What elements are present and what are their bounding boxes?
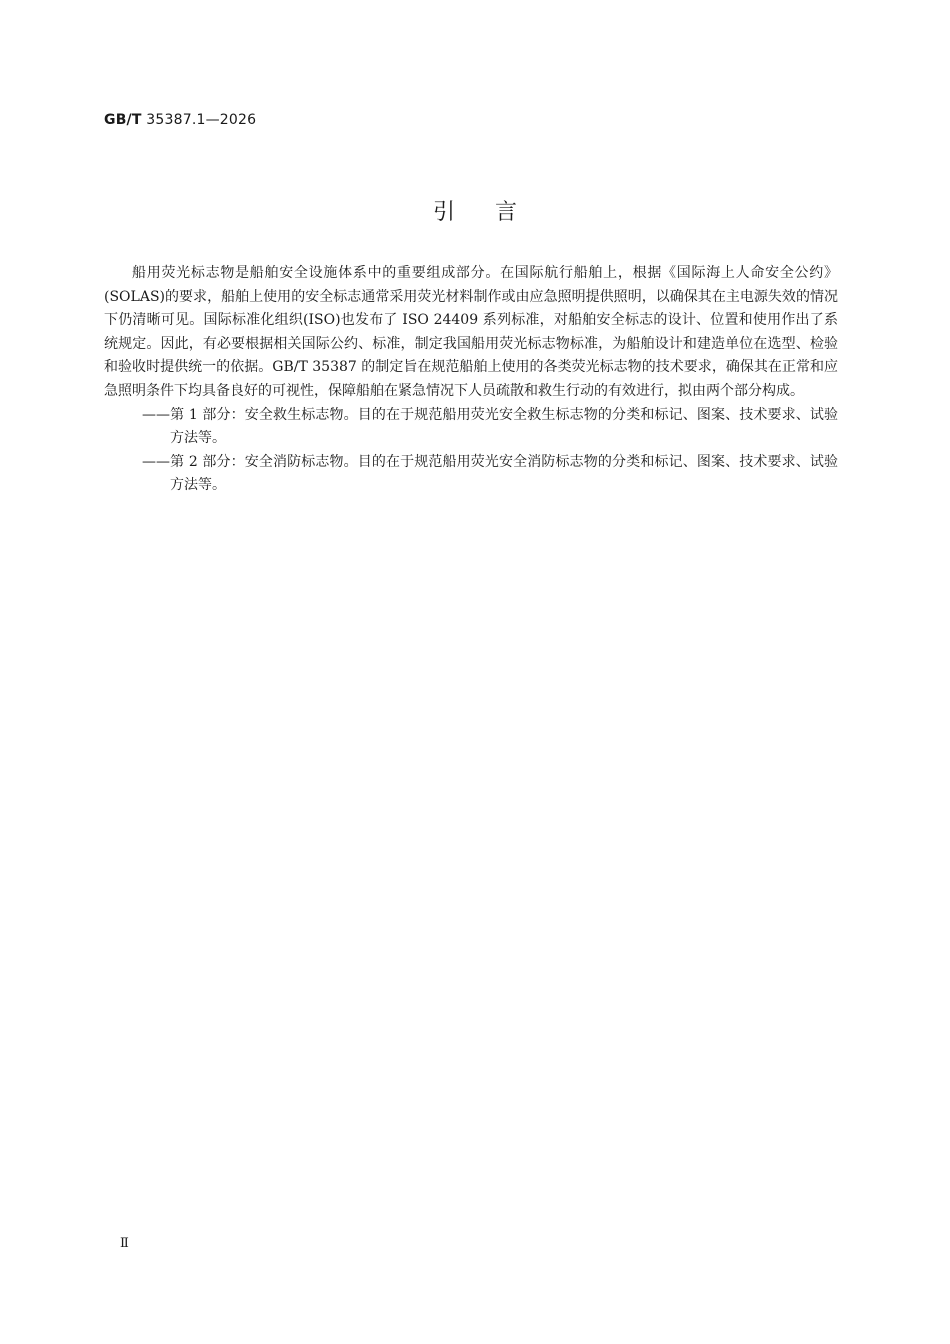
part-2-item — [104, 451, 838, 498]
list-dash: —— — [142, 406, 170, 423]
part-1-item — [104, 404, 838, 451]
standard-code — [104, 112, 256, 128]
list-dash: —— — [142, 453, 170, 470]
standard-prefix: GB/T — [104, 112, 142, 128]
standard-number: 35387.1—2026 — [146, 112, 257, 128]
intro-paragraph: 船用荧光标志物是船舶安全设施体系中的重要组成部分。在国际航行船舶上，根据《国际海上人命安全公约》(SOLAS)的要求，船舶上使用的安全标志通常采用荧光材料制作或由应急照明提供照明，以确保其在主电源失效的情况下仍清晰可见。国际标准化组织(ISO)也发布了 ISO 24409 系列标准，对船舶安全标志的设计、位置和使用作出了系统规定。因此，有必要根据相关国际公约、标准，制定我国船用荧光标志物标准，为船舶设计和建造单位在选型、检验和验收时提供统一的依据。GB/T 35387 的制定旨在规范船舶上使用的各类荧光标志物的技术要求，确保其在正常和应急照明条件下均具备良好的可视性，保障船舶在紧急情况下人员疏散和救生行动的有效进行，拟由两个部分构成。 — [104, 265, 838, 399]
part-1-text: 第 1 部分：安全救生标志物。目的在于规范船用荧光安全救生标志物的分类和标记、图案、技术要求、试验方法等。 — [170, 406, 838, 447]
page-title: 引言 — [432, 200, 557, 225]
page-number: Ⅱ — [120, 1236, 129, 1251]
part-2-text: 第 2 部分：安全消防标志物。目的在于规范船用荧光安全消防标志物的分类和标记、图案、技术要求、试验方法等。 — [170, 453, 838, 494]
document-body — [104, 262, 838, 498]
